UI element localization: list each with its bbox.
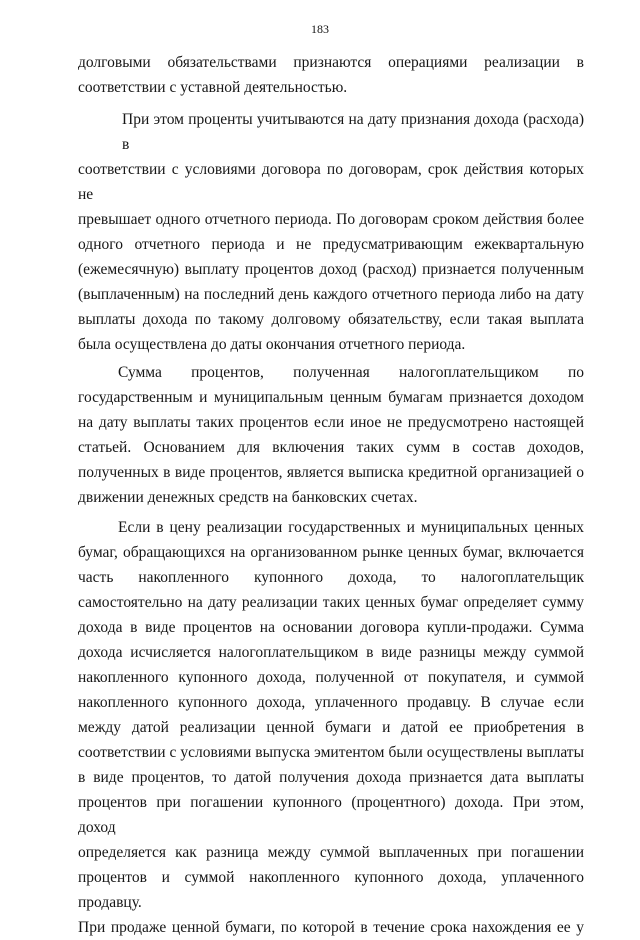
text-line: часть накопленного купонного дохода, то налогоплательщик [78, 569, 584, 586]
text-line: процентов при погашении купонного (процентного) дохода. При этом, доход [78, 794, 584, 836]
paragraph-3 [78, 360, 584, 510]
text-line: самостоятельно на дату реализации таких ценных бумаг определяет сумму [78, 594, 584, 611]
text-line: соответствии с условиями договора по договорам, срок действия которых не [78, 161, 584, 203]
text-line: одного отчетного периода и не предусматривающим ежеквартальную [78, 236, 584, 253]
text-line: накопленного купонного дохода, уплаченного продавцу. В случае если [78, 694, 584, 711]
text-line: соответствии с уставной деятельностью. [78, 79, 348, 96]
text-line: бумаг, обращающихся на организованном рынке ценных бумаг, включается [78, 544, 584, 561]
text-line: государственным и муниципальным ценным бумагам признается доходом [78, 389, 584, 406]
text-line: дохода исчисляется налогоплательщиком в виде разницы между суммой [78, 644, 584, 661]
text-line: процентов и суммой накопленного купонного дохода, уплаченного продавцу. [78, 869, 584, 911]
text-line: полученных в виде процентов, является выписка кредитной организацией о [78, 464, 584, 481]
text-line: статьей. Основанием для включения таких сумм в состав доходов, [78, 439, 584, 456]
paragraph-1 [78, 50, 584, 100]
paragraph-2 [78, 107, 584, 357]
text-line: Сумма процентов, полученная налогоплательщиком по [118, 364, 584, 381]
text-line: (ежемесячную) выплату процентов доход (расход) признается полученным [78, 261, 584, 278]
text-line: накопленного купонного дохода, полученной от покупателя, и суммой [78, 669, 584, 686]
text-line: в виде процентов, то датой получения дохода признается дата выплаты [78, 769, 584, 786]
text-line: между датой реализации ценной бумаги и датой ее приобретения в [78, 719, 584, 736]
text-line: дохода в виде процентов на основании договора купли-продажи. Сумма [78, 619, 584, 636]
text-line: При этом проценты учитываются на дату признания дохода (расхода) в [122, 111, 584, 153]
text-line: движении денежных средств на банковских счетах. [78, 489, 418, 506]
paragraph-4 [78, 515, 584, 940]
text-line: превышает одного отчетного периода. По договорам сроком действия более [78, 211, 584, 228]
text-line: определяется как разница между суммой выплаченных при погашении [78, 844, 584, 861]
text-line: была осуществлена до даты окончания отчетного периода. [78, 336, 466, 353]
text-line: При продаже ценной бумаги, по которой в течение срока нахождения ее у [78, 919, 584, 936]
text-line: долговыми обязательствами признаются операциями реализации в [78, 54, 584, 71]
text-line: (выплаченным) на последний день каждого отчетного периода либо на дату [78, 286, 584, 303]
text-line: на дату выплаты таких процентов если иное не предусмотрено настоящей [78, 414, 584, 431]
page-number: 183 [311, 22, 329, 36]
text-line: выплаты дохода по такому долговому обязательству, если такая выплата [78, 311, 584, 328]
text-line: соответствии с условиями выпуска эмитентом были осуществлены выплаты [78, 744, 584, 761]
document-body [78, 50, 584, 940]
text-line: Если в цену реализации государственных и муниципальных ценных [118, 519, 584, 536]
